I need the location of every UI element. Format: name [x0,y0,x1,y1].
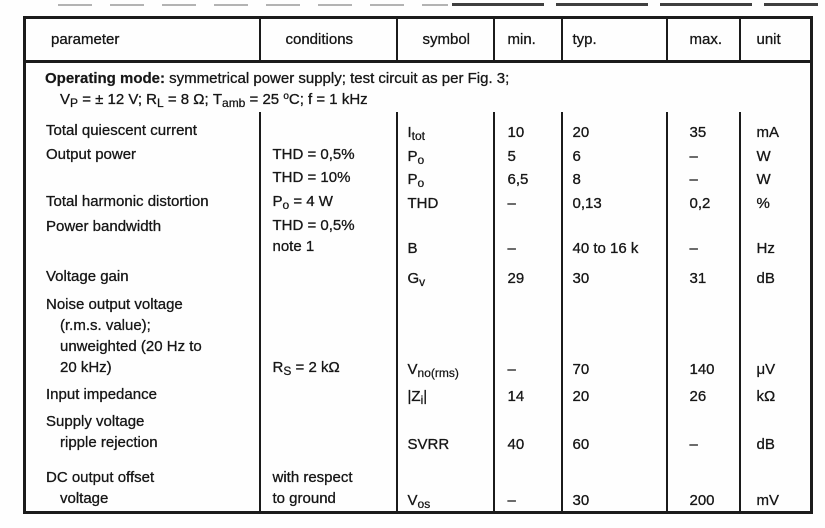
table-row-input-impedance [25,380,812,407]
scan-artifact-line [452,3,818,6]
unit-cell: kΩ [740,380,812,407]
param-cell [25,167,260,190]
unit-cell: μV [740,289,812,380]
max-cell: 35 [667,112,740,143]
cond-cell: THD = 0,5% note 1 [260,214,397,259]
table-row-supply-voltage-ripple-rejection [25,407,812,455]
min-cell: 40 [494,407,562,455]
cond-cell: $P_o = 4$ W [260,190,397,214]
unit-cell: mV [740,455,812,512]
param-cell: Voltage gain [46,268,129,285]
cond-cell: with respect to ground [260,455,397,512]
table-row-total-harmonic-distortion [25,190,812,214]
typ-cell: 20 [562,380,667,407]
operating-mode-label: Operating mode: [45,70,166,87]
max-cell: 26 [667,380,740,407]
param-cell: Power bandwidth [46,218,162,235]
symbol-cell: $G_v$ [397,259,494,289]
typ-cell: 30 [562,455,667,512]
table-row-output-power-1 [25,143,812,167]
max-cell: 200 [667,455,740,512]
table-row-voltage-gain [25,259,812,289]
header-typ: typ. [562,18,667,62]
header-unit: unit [740,18,812,62]
symbol-cell: THD [397,190,494,214]
cond-cell [260,380,397,407]
param-cell: Output power [46,146,137,163]
max-cell: 31 [667,259,740,289]
param-cell: Total harmonic distortion [46,193,209,210]
cond-cell: THD = 0,5% [260,143,397,167]
table-row-total-quiescent-current [25,112,812,143]
max-cell: – [667,143,740,167]
symbol-cell: $P_o$ [397,143,494,167]
max-cell: – [667,407,740,455]
param-cell: Noise output voltage (r.m.s. value); unweighted (20 Hz to 20 kHz) [46,296,202,376]
max-cell: – [667,167,740,190]
header-parameter: parameter [25,18,260,62]
header-max: max. [667,18,740,62]
min-cell: 6,5 [494,167,562,190]
min-cell: – [494,455,562,512]
symbol-cell: B [397,214,494,259]
header-min: min. [494,18,562,62]
typ-cell: 8 [562,167,667,190]
table-row-output-power-2 [25,167,812,190]
min-cell: 10 [494,112,562,143]
cond-cell: THD = 10% [260,167,397,190]
symbol-cell: SVRR [397,407,494,455]
max-cell: 140 [667,289,740,380]
param-cell: DC output offset voltage [46,468,155,507]
min-cell: – [494,289,562,380]
symbol-cell: $P_o$ [397,167,494,190]
min-cell: – [494,214,562,259]
unit-cell: W [740,167,812,190]
param-cell: Input impedance [46,386,157,403]
symbol-cell: $V_{os}$ [397,455,494,512]
operating-mode-line1: Operating mode: symmetrical power supply; test circuit as per Fig. 3; [45,70,510,87]
cond-cell: $R_S = 2$ kΩ [260,289,397,380]
unit-cell: dB [740,259,812,289]
max-cell: 0,2 [667,190,740,214]
min-cell: 14 [494,380,562,407]
typ-cell: 70 [562,289,667,380]
table-row-power-bandwidth [25,214,812,259]
typ-cell: 40 to 16 k [562,214,667,259]
unit-cell: Hz [740,214,812,259]
cond-cell [260,407,397,455]
unit-cell: mA [740,112,812,143]
typ-cell: 60 [562,407,667,455]
cond-cell [260,259,397,289]
characteristics-table [23,16,813,514]
min-cell: 5 [494,143,562,167]
symbol-cell: $|Z_i|$ [397,380,494,407]
unit-cell: % [740,190,812,214]
header-conditions: conditions [260,18,397,62]
min-cell: 29 [494,259,562,289]
operating-mode-row [25,62,812,113]
table-row-noise-output-voltage [25,289,812,380]
typ-cell: 6 [562,143,667,167]
param-cell: Supply voltage ripple rejection [46,413,158,451]
unit-cell: dB [740,407,812,455]
operating-mode-cell [25,62,812,113]
min-cell: – [494,190,562,214]
operating-mode-line2: $V_P$ = ± 12 V; $R_L = 8$ Ω; $T_{amb} = 25$ $^o$C; f = 1 kHz [60,91,368,110]
table-row-dc-output-offset-voltage [25,455,812,512]
typ-cell: 30 [562,259,667,289]
symbol-cell: $I_{tot}$ [397,112,494,143]
scan-artifact-line [58,4,448,6]
typ-cell: 20 [562,112,667,143]
param-cell: Total quiescent current [46,122,197,139]
header-row [25,18,812,62]
header-symbol: symbol [397,18,494,62]
unit-cell: W [740,143,812,167]
max-cell: – [667,214,740,259]
typ-cell: 0,13 [562,190,667,214]
cond-cell [260,112,397,143]
symbol-cell: $V_{no(rms)}$ [397,289,494,380]
